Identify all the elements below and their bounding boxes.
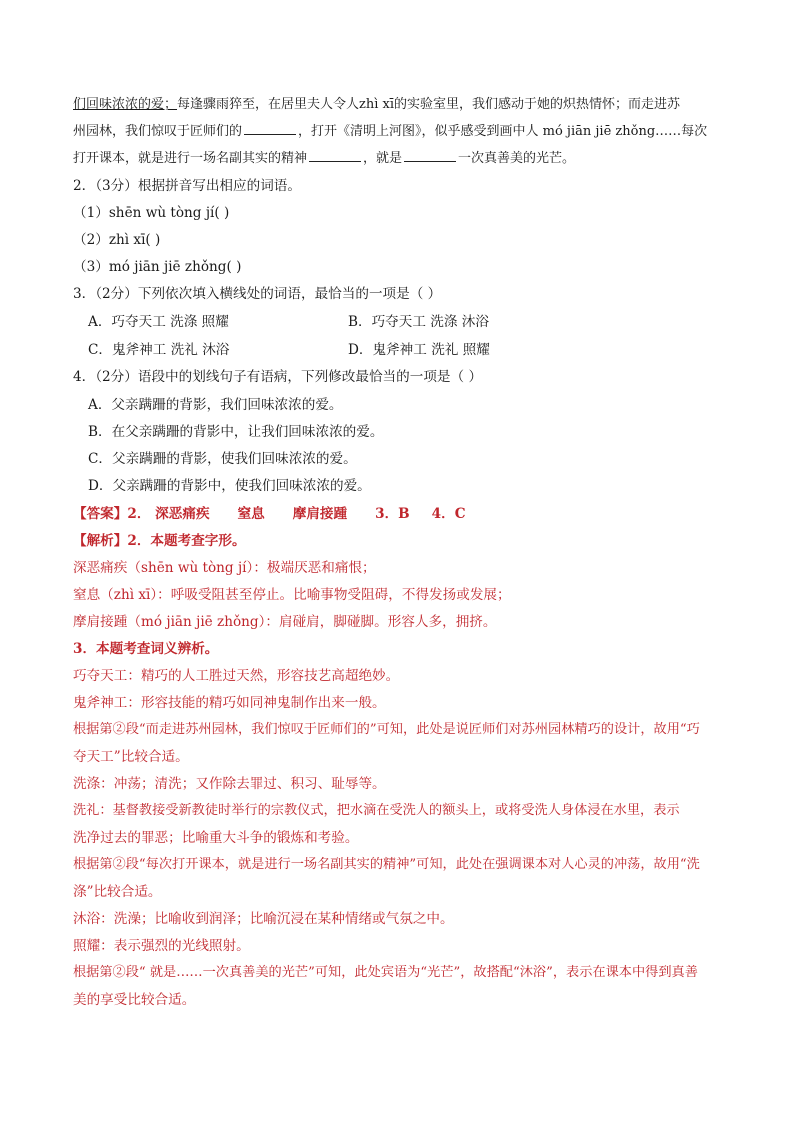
answer-label: 【答案】 bbox=[73, 506, 128, 522]
answer-q2b: 窒息 bbox=[237, 506, 265, 522]
analysis-line: 根据第②段“而走进苏州园林，我们惊叹于匠师们的”可知，此处是说匠师们对苏州园林精巧的设计，故用“巧 bbox=[73, 722, 700, 737]
analysis-line: 摩肩接踵（mó jiān jiē zhǒng）：肩碰肩，脚碰脚。形容人多，拥挤。 bbox=[73, 614, 497, 630]
analysis-row bbox=[73, 531, 246, 551]
passage-text: ，打开《清明上河图》，似乎感受到画中人 mó jiān jiē zhǒng……每次 bbox=[298, 124, 708, 139]
answer-q2: 2． 深恶痛疾 bbox=[127, 506, 210, 522]
answer-q2c: 摩肩接踵 bbox=[292, 506, 348, 522]
question-4-option-a: A．父亲蹒跚的背影，我们回味浓浓的爱。 bbox=[88, 397, 343, 413]
question-2-item-1: （1）shēn wù tòng jí( ) bbox=[73, 205, 230, 221]
analysis-line: 根据第②段“每次打开课本，就是进行一场名副其实的精神”可知，此处在强调课本对人心灵的冲荡，故用“洗 bbox=[73, 857, 700, 872]
passage-text: ，就是 bbox=[363, 151, 403, 166]
question-4-option-c: C．父亲蹒跚的背影，使我们回味浓浓的爱。 bbox=[88, 451, 357, 467]
analysis-line: 巧夺天工：精巧的人工胜过天然，形容技艺高超绝妙。 bbox=[73, 668, 400, 684]
fill-blank-2 bbox=[309, 149, 361, 162]
analysis-line: 深恶痛疾（shēn wù tòng jí）：极端厌恶和痛恨； bbox=[73, 560, 376, 576]
passage-text: 一次真善美的光芒。 bbox=[458, 151, 576, 166]
answer-q3: 3．B bbox=[375, 506, 410, 522]
question-2-header: 2．（3分）根据拼音写出相应的词语。 bbox=[73, 178, 301, 194]
answer-q4: 4．C bbox=[431, 506, 466, 522]
question-4-header: 4．（2分）语段中的划线句子有语病，下列修改最恰当的一项是（ ） bbox=[73, 369, 483, 385]
question-3-header: 3．（2分）下列依次填入横线处的词语，最恰当的一项是（ ） bbox=[73, 286, 442, 302]
question-3-option-d: D．鬼斧神工 洗礼 照耀 bbox=[348, 342, 490, 358]
question-2-item-2: （2）zhì xī( ) bbox=[73, 232, 161, 248]
analysis-line: 洗涤：冲荡；清洗；又作除去罪过、积习、耻辱等。 bbox=[73, 776, 386, 792]
question-3-option-b: B．巧夺天工 洗涤 沐浴 bbox=[348, 314, 489, 330]
passage-text: 打开课本，就是进行一场名副其实的精神 bbox=[73, 151, 308, 166]
question-3-option-a: A．巧夺天工 洗涤 照耀 bbox=[88, 314, 229, 330]
analysis-line: 根据第②段“ 就是……一次真善美的光芒”可知，此处宾语为“光芒”，故搭配“沐浴”，表示在课本中得到真善 bbox=[73, 965, 698, 980]
fill-blank-1 bbox=[244, 122, 296, 135]
fill-blank-3 bbox=[404, 149, 456, 162]
analysis-line: 照耀：表示强烈的光线照射。 bbox=[73, 938, 250, 954]
question-4-option-b: B．在父亲蹒跚的背影中，让我们回味浓浓的爱。 bbox=[88, 424, 384, 440]
analysis-line: 3．本题考查词义辨析。 bbox=[73, 641, 219, 657]
passage-line-3 bbox=[73, 149, 734, 169]
analysis-line: 窒息（zhì xī）：呼吸受阻甚至停止。比喻事物受阻碍，不得发扬或发展； bbox=[73, 587, 511, 603]
analysis-label: 【解析】 bbox=[73, 533, 128, 549]
passage-text: 每逢骤雨猝至，在居里夫人令人zhì xī的实验室里，我们感动于她的炽热情怀；而走进苏 bbox=[177, 97, 681, 112]
analysis-line: 洗礼：基督教接受新教徒时举行的宗教仪式，把水滴在受洗人的额头上，或将受洗人身体浸在水里，表示 bbox=[73, 803, 680, 818]
question-3-option-c: C．鬼斧神工 洗礼 沐浴 bbox=[88, 342, 230, 358]
underlined-sentence: 们回味浓浓的爱； bbox=[73, 97, 178, 112]
analysis-line: 美的享受比较合适。 bbox=[73, 992, 196, 1008]
analysis-line: 涤”比较合适。 bbox=[73, 884, 162, 900]
analysis-line: 鬼斧神工：形容技能的精巧如同神鬼制作出来一般。 bbox=[73, 695, 386, 711]
analysis-line: 夺天工”比较合适。 bbox=[73, 749, 189, 765]
question-4-option-d: D．父亲蹒跚的背影中，使我们回味浓浓的爱。 bbox=[88, 478, 371, 494]
analysis-line: 2．本题考查字形。 bbox=[127, 533, 246, 549]
passage-line-2 bbox=[73, 122, 734, 142]
passage-line-1 bbox=[73, 95, 734, 115]
answer-row bbox=[73, 504, 466, 524]
question-2-item-3: （3）mó jiān jiē zhǒng( ) bbox=[73, 259, 242, 275]
passage-text: 州园林，我们惊叹于匠师们的 bbox=[73, 124, 243, 139]
analysis-line: 沐浴：洗澡；比喻收到润泽；比喻沉浸在某种情绪或气氛之中。 bbox=[73, 911, 454, 927]
analysis-line: 洗净过去的罪恶；比喻重大斗争的锻炼和考验。 bbox=[73, 830, 359, 846]
